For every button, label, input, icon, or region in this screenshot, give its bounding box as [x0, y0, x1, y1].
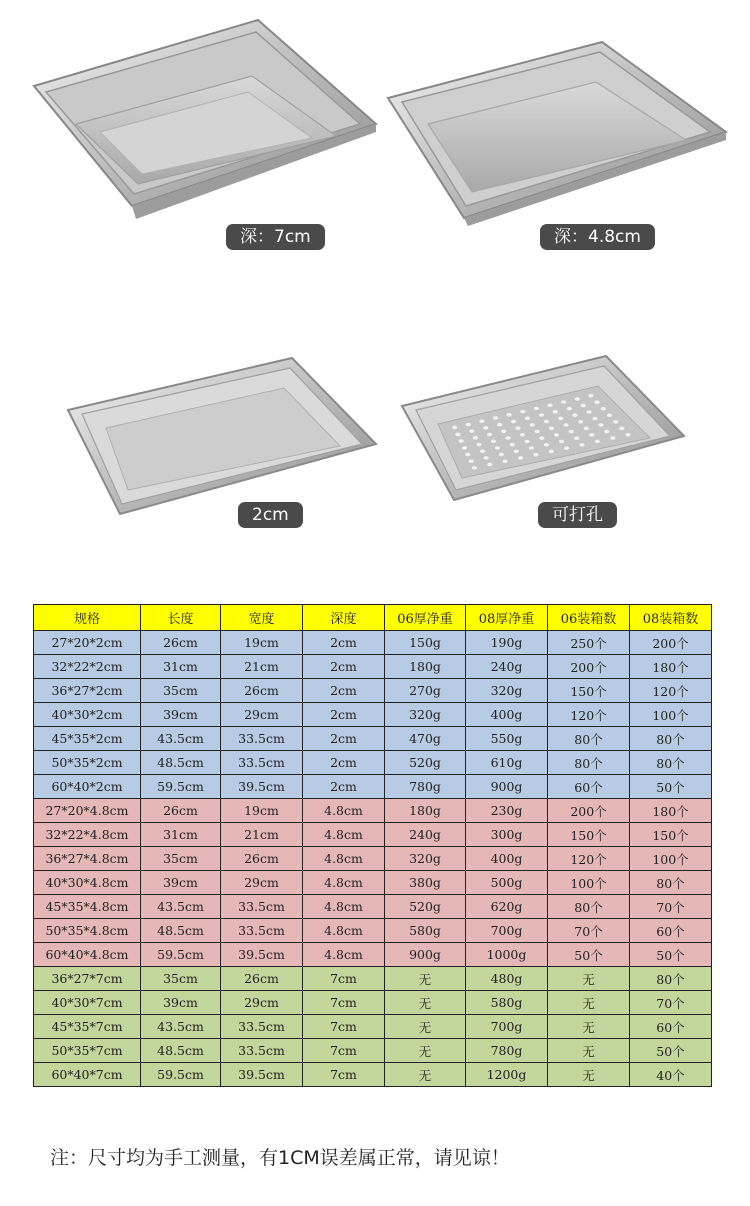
cell-spec: 45*35*7cm	[34, 1015, 141, 1039]
deep-tray-7cm-image	[20, 14, 380, 224]
cell-box-qty-08: 80个	[630, 751, 712, 775]
cell-length: 48.5cm	[141, 751, 221, 775]
cell-box-qty-06: 200个	[548, 655, 630, 679]
cell-weight-06: 580g	[385, 919, 466, 943]
perforation-hole	[469, 429, 474, 433]
table-row	[34, 895, 712, 919]
cell-box-qty-08: 150个	[630, 823, 712, 847]
cell-depth: 2cm	[303, 727, 385, 751]
cell-weight-06: 无	[385, 991, 466, 1015]
perforation-hole	[626, 433, 631, 437]
cell-box-qty-08: 200个	[630, 631, 712, 655]
cell-length: 48.5cm	[141, 1039, 221, 1063]
perforation-hole	[581, 404, 586, 408]
cell-box-qty-06: 200个	[548, 799, 630, 823]
cell-length: 26cm	[141, 799, 221, 823]
perforation-hole	[520, 433, 525, 437]
cell-box-qty-06: 60个	[548, 775, 630, 799]
depth-badge-4-8cm: 深：4.8cm	[540, 224, 655, 250]
cell-weight-08: 500g	[466, 871, 548, 895]
cell-weight-08: 190g	[466, 631, 548, 655]
cell-width: 33.5cm	[221, 895, 303, 919]
cell-depth: 2cm	[303, 703, 385, 727]
perforation-hole	[619, 427, 624, 431]
cell-weight-08: 300g	[466, 823, 548, 847]
cell-weight-06: 780g	[385, 775, 466, 799]
cell-width: 19cm	[221, 799, 303, 823]
table-row	[34, 991, 712, 1015]
perforation-hole	[578, 420, 583, 424]
perforation-hole	[549, 427, 554, 431]
cell-weight-06: 无	[385, 967, 466, 991]
perforation-hole	[503, 460, 508, 464]
perforation-hole	[515, 426, 520, 430]
cell-weight-06: 520g	[385, 751, 466, 775]
perforation-badge: 可打孔	[538, 502, 617, 528]
cell-weight-06: 240g	[385, 823, 466, 847]
cell-length: 59.5cm	[141, 1063, 221, 1087]
perforation-hole	[499, 453, 504, 457]
perforation-hole	[601, 407, 606, 411]
cell-width: 33.5cm	[221, 919, 303, 943]
cell-spec: 50*35*7cm	[34, 1039, 141, 1063]
depth-badge-2cm: 2cm	[238, 502, 303, 528]
cell-width: 29cm	[221, 703, 303, 727]
cell-depth: 4.8cm	[303, 799, 385, 823]
cell-width: 39.5cm	[221, 943, 303, 967]
header-length: 长度	[141, 605, 221, 631]
cell-spec: 40*30*2cm	[34, 703, 141, 727]
perforation-hole	[595, 440, 600, 444]
cell-weight-06: 180g	[385, 799, 466, 823]
table-header-row	[34, 605, 712, 631]
perforation-hole	[604, 430, 609, 434]
cell-spec: 36*27*4.8cm	[34, 847, 141, 871]
perforation-hole	[559, 440, 564, 444]
cell-box-qty-08: 80个	[630, 727, 712, 751]
cell-spec: 40*30*4.8cm	[34, 871, 141, 895]
cell-weight-08: 400g	[466, 847, 548, 871]
cell-box-qty-06: 80个	[548, 751, 630, 775]
perforation-hole	[514, 450, 519, 454]
perforation-hole	[497, 423, 502, 427]
cell-weight-08: 700g	[466, 919, 548, 943]
cell-spec: 60*40*4.8cm	[34, 943, 141, 967]
cell-depth: 4.8cm	[303, 895, 385, 919]
cell-depth: 2cm	[303, 631, 385, 655]
cell-box-qty-08: 50个	[630, 943, 712, 967]
header-weight-08: 08厚净重	[466, 605, 548, 631]
cell-weight-06: 180g	[385, 655, 466, 679]
header-box-qty-06: 06装箱数	[548, 605, 630, 631]
table-row	[34, 943, 712, 967]
perforation-hole	[598, 423, 603, 427]
cell-width: 33.5cm	[221, 727, 303, 751]
perforation-hole	[529, 446, 534, 450]
table-row	[34, 679, 712, 703]
cell-box-qty-06: 100个	[548, 871, 630, 895]
cell-depth: 7cm	[303, 967, 385, 991]
cell-weight-06: 900g	[385, 943, 466, 967]
perforation-hole	[480, 449, 485, 453]
cell-width: 39.5cm	[221, 775, 303, 799]
table-row	[34, 1039, 712, 1063]
perforation-hole	[579, 443, 584, 447]
perforation-hole	[479, 419, 484, 423]
perforation-hole	[501, 430, 506, 434]
cell-depth: 7cm	[303, 1063, 385, 1087]
perforation-hole	[493, 416, 498, 420]
cell-weight-06: 470g	[385, 727, 466, 751]
cell-width: 26cm	[221, 679, 303, 703]
perforation-hole	[613, 420, 618, 424]
header-spec: 规格	[34, 605, 141, 631]
cell-spec: 36*27*7cm	[34, 967, 141, 991]
header-depth: 深度	[303, 605, 385, 631]
perforation-hole	[520, 410, 525, 414]
cell-box-qty-06: 无	[548, 1015, 630, 1039]
perforation-hole	[487, 433, 492, 437]
perforation-hole	[472, 466, 477, 470]
table-row	[34, 799, 712, 823]
perforation-hole	[530, 423, 535, 427]
cell-box-qty-08: 80个	[630, 871, 712, 895]
table-row	[34, 751, 712, 775]
spec-table	[33, 604, 712, 1087]
cell-width: 33.5cm	[221, 1015, 303, 1039]
cell-weight-08: 1000g	[466, 943, 548, 967]
perforation-hole	[455, 433, 460, 437]
cell-weight-08: 320g	[466, 679, 548, 703]
cell-spec: 40*30*7cm	[34, 991, 141, 1015]
cell-length: 31cm	[141, 823, 221, 847]
cell-width: 19cm	[221, 631, 303, 655]
perforation-hole	[462, 446, 467, 450]
measurement-note: 注：尺寸均为手工测量，有1CM误差属正常，请见谅！	[50, 1147, 510, 1169]
cell-box-qty-08: 50个	[630, 775, 712, 799]
table-row	[34, 847, 712, 871]
cell-spec: 32*22*4.8cm	[34, 823, 141, 847]
cell-spec: 50*35*4.8cm	[34, 919, 141, 943]
cell-depth: 4.8cm	[303, 871, 385, 895]
perforation-hole	[553, 410, 558, 414]
perforation-hole	[588, 394, 593, 398]
cell-box-qty-06: 无	[548, 1063, 630, 1087]
cell-length: 48.5cm	[141, 919, 221, 943]
perforation-hole	[572, 413, 577, 417]
cell-spec: 60*40*7cm	[34, 1063, 141, 1087]
table-row	[34, 655, 712, 679]
cell-box-qty-06: 250个	[548, 631, 630, 655]
perforation-hole	[465, 453, 470, 457]
cell-length: 43.5cm	[141, 1015, 221, 1039]
table-row	[34, 919, 712, 943]
cell-width: 33.5cm	[221, 1039, 303, 1063]
cell-length: 59.5cm	[141, 943, 221, 967]
cell-box-qty-06: 无	[548, 967, 630, 991]
cell-length: 31cm	[141, 655, 221, 679]
cell-weight-08: 550g	[466, 727, 548, 751]
cell-box-qty-08: 40个	[630, 1063, 712, 1087]
perforation-hole	[518, 456, 523, 460]
cell-spec: 45*35*2cm	[34, 727, 141, 751]
cell-depth: 7cm	[303, 991, 385, 1015]
cell-length: 26cm	[141, 631, 221, 655]
cell-weight-08: 700g	[466, 1015, 548, 1039]
cell-length: 39cm	[141, 703, 221, 727]
cell-width: 21cm	[221, 655, 303, 679]
cell-width: 26cm	[221, 967, 303, 991]
perforation-hole	[558, 417, 563, 421]
depth-badge-7cm: 深：7cm	[226, 224, 325, 250]
cell-length: 35cm	[141, 847, 221, 871]
table-row	[34, 631, 712, 655]
cell-box-qty-06: 120个	[548, 847, 630, 871]
cell-box-qty-06: 70个	[548, 919, 630, 943]
cell-depth: 7cm	[303, 1039, 385, 1063]
table-row	[34, 1063, 712, 1087]
cell-weight-08: 230g	[466, 799, 548, 823]
cell-width: 39.5cm	[221, 1063, 303, 1087]
perforation-hole	[549, 450, 554, 454]
perforation-hole	[610, 436, 615, 440]
perforation-hole	[575, 397, 580, 401]
cell-spec: 60*40*2cm	[34, 775, 141, 799]
cell-weight-08: 780g	[466, 1039, 548, 1063]
cell-length: 35cm	[141, 967, 221, 991]
perforation-hole	[544, 420, 549, 424]
cell-depth: 2cm	[303, 751, 385, 775]
tray-4-8cm-image	[384, 36, 730, 226]
cell-weight-06: 270g	[385, 679, 466, 703]
perforation-hole	[511, 420, 516, 424]
cell-length: 43.5cm	[141, 895, 221, 919]
cell-depth: 4.8cm	[303, 823, 385, 847]
cell-box-qty-08: 80个	[630, 967, 712, 991]
perforation-hole	[584, 427, 589, 431]
perforation-hole	[484, 456, 489, 460]
cell-box-qty-06: 80个	[548, 895, 630, 919]
cell-weight-06: 无	[385, 1063, 466, 1087]
cell-spec: 36*27*2cm	[34, 679, 141, 703]
perforation-hole	[505, 436, 510, 440]
cell-depth: 4.8cm	[303, 919, 385, 943]
cell-width: 29cm	[221, 991, 303, 1015]
cell-length: 39cm	[141, 991, 221, 1015]
cell-weight-06: 320g	[385, 847, 466, 871]
header-width: 宽度	[221, 605, 303, 631]
cell-spec: 50*35*2cm	[34, 751, 141, 775]
cell-width: 21cm	[221, 823, 303, 847]
cell-box-qty-08: 100个	[630, 703, 712, 727]
table-row	[34, 1015, 712, 1039]
cell-weight-08: 900g	[466, 775, 548, 799]
perforation-hole	[561, 400, 566, 404]
cell-box-qty-08: 70个	[630, 991, 712, 1015]
cell-box-qty-08: 70个	[630, 895, 712, 919]
perforation-hole	[469, 459, 474, 463]
cell-length: 35cm	[141, 679, 221, 703]
perforated-tray-image	[398, 352, 688, 504]
perforation-hole	[574, 436, 579, 440]
cell-box-qty-08: 50个	[630, 1039, 712, 1063]
cell-box-qty-08: 180个	[630, 799, 712, 823]
perforation-hole	[554, 433, 559, 437]
cell-box-qty-08: 100个	[630, 847, 712, 871]
cell-width: 26cm	[221, 847, 303, 871]
cell-box-qty-06: 50个	[548, 943, 630, 967]
cell-box-qty-08: 60个	[630, 919, 712, 943]
perforation-hole	[592, 417, 597, 421]
perforation-hole	[495, 446, 500, 450]
cell-spec: 27*20*2cm	[34, 631, 141, 655]
perforation-hole	[487, 463, 492, 467]
cell-weight-06: 320g	[385, 703, 466, 727]
perforation-hole	[587, 410, 592, 414]
header-weight-06: 06厚净重	[385, 605, 466, 631]
perforation-hole	[607, 414, 612, 418]
perforation-hole	[589, 433, 594, 437]
perforation-hole	[466, 423, 471, 427]
cell-length: 43.5cm	[141, 727, 221, 751]
cell-weight-08: 400g	[466, 703, 548, 727]
table-row	[34, 775, 712, 799]
cell-box-qty-06: 120个	[548, 703, 630, 727]
perforation-hole	[564, 446, 569, 450]
cell-depth: 2cm	[303, 775, 385, 799]
cell-length: 59.5cm	[141, 775, 221, 799]
perforation-hole	[533, 453, 538, 457]
cell-weight-08: 1200g	[466, 1063, 548, 1087]
perforation-hole	[524, 440, 529, 444]
cell-depth: 7cm	[303, 1015, 385, 1039]
cell-depth: 2cm	[303, 679, 385, 703]
cell-weight-08: 480g	[466, 967, 548, 991]
cell-spec: 45*35*4.8cm	[34, 895, 141, 919]
perforation-hole	[491, 440, 496, 444]
cell-weight-06: 150g	[385, 631, 466, 655]
perforation-hole	[595, 400, 600, 404]
tray-2cm-image	[62, 354, 380, 518]
perforation-hole	[563, 423, 568, 427]
cell-box-qty-08: 60个	[630, 1015, 712, 1039]
cell-weight-08: 620g	[466, 895, 548, 919]
cell-weight-08: 610g	[466, 751, 548, 775]
perforation-hole	[567, 407, 572, 411]
perforation-hole	[534, 430, 539, 434]
cell-weight-06: 无	[385, 1015, 466, 1039]
cell-weight-08: 240g	[466, 655, 548, 679]
cell-box-qty-06: 150个	[548, 823, 630, 847]
cell-depth: 2cm	[303, 655, 385, 679]
perforation-hole	[452, 426, 457, 430]
table-row	[34, 871, 712, 895]
table-row	[34, 967, 712, 991]
table-row	[34, 727, 712, 751]
perforation-hole	[459, 439, 464, 443]
cell-box-qty-06: 无	[548, 991, 630, 1015]
cell-weight-08: 580g	[466, 991, 548, 1015]
table-row	[34, 823, 712, 847]
cell-depth: 4.8cm	[303, 847, 385, 871]
cell-width: 33.5cm	[221, 751, 303, 775]
cell-box-qty-06: 150个	[548, 679, 630, 703]
table-row	[34, 703, 712, 727]
table-body	[34, 631, 712, 1087]
cell-box-qty-06: 80个	[548, 727, 630, 751]
cell-depth: 4.8cm	[303, 943, 385, 967]
cell-weight-06: 无	[385, 1039, 466, 1063]
perforation-hole	[510, 443, 515, 447]
perforation-hole	[525, 417, 530, 421]
cell-spec: 27*20*4.8cm	[34, 799, 141, 823]
perforation-hole	[473, 436, 478, 440]
cell-box-qty-06: 无	[548, 1039, 630, 1063]
perforation-hole	[544, 443, 549, 447]
perforation-hole	[483, 426, 488, 430]
perforation-hole	[569, 430, 574, 434]
cell-length: 39cm	[141, 871, 221, 895]
perforation-hole	[539, 436, 544, 440]
cell-spec: 32*22*2cm	[34, 655, 141, 679]
cell-box-qty-08: 180个	[630, 655, 712, 679]
cell-box-qty-08: 120个	[630, 679, 712, 703]
cell-weight-06: 380g	[385, 871, 466, 895]
perforation-hole	[476, 443, 481, 447]
perforation-hole	[507, 413, 512, 417]
cell-weight-06: 520g	[385, 895, 466, 919]
cell-width: 29cm	[221, 871, 303, 895]
perforation-hole	[539, 413, 544, 417]
header-box-qty-08: 08装箱数	[630, 605, 712, 631]
perforation-hole	[547, 404, 552, 408]
perforation-hole	[534, 407, 539, 411]
